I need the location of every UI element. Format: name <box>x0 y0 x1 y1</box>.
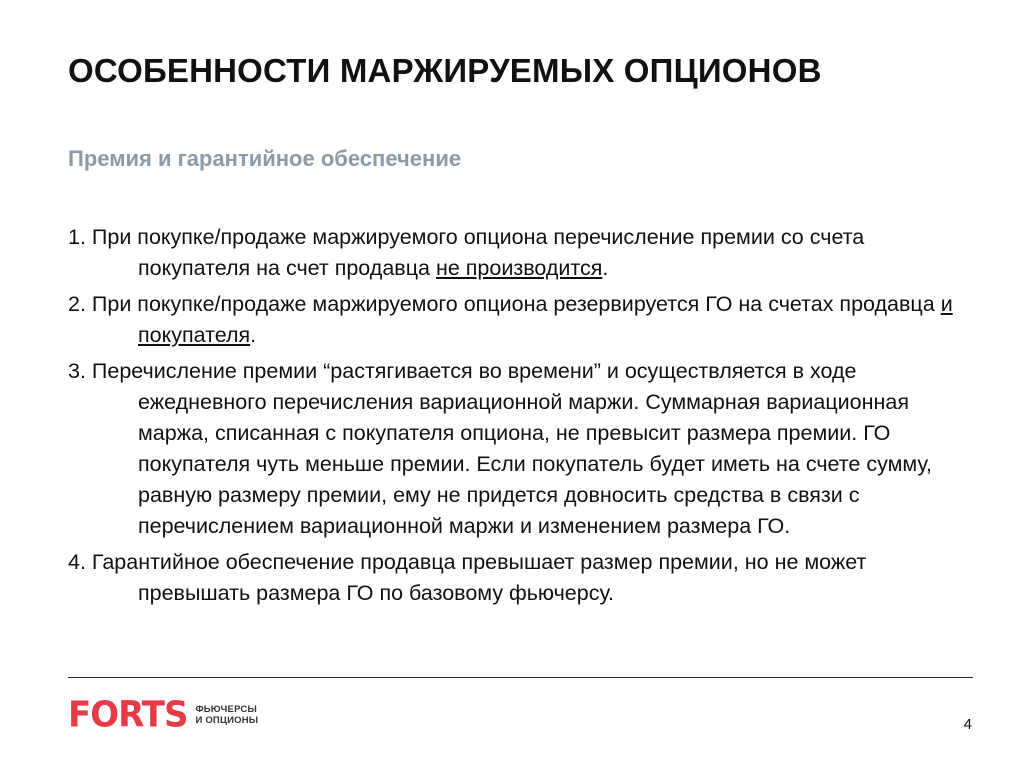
logo-caption-line1: ФЬЮЧЕРСЫ <box>195 704 257 715</box>
logo-caption-line2: И ОПЦИОНЫ <box>195 715 259 726</box>
list-item <box>68 356 973 542</box>
forts-logo <box>68 694 259 736</box>
logo-caption <box>195 704 258 726</box>
item-text: 1. При покупке/продаже маржируемого опциона перечисление премии со счета покупателя на счет продавца <box>68 225 865 280</box>
item-emphasis: и покупателя <box>138 292 953 347</box>
slide-subtitle: Премия и гарантийное обеспечение <box>68 146 462 171</box>
page-number: 4 <box>963 716 972 733</box>
item-emphasis: не производится <box>435 256 603 280</box>
points-list <box>68 222 973 614</box>
list-item <box>68 289 973 351</box>
list-item <box>68 222 973 284</box>
item-text: 2. При покупке/продаже маржируемого опциона резервируется ГО на счетах продавца <box>68 292 941 316</box>
logo-mark: FORTS <box>68 694 188 736</box>
list-item <box>68 547 973 609</box>
slide-title: ОСОБЕННОСТИ МАРЖИРУЕМЫХ ОПЦИОНОВ <box>68 52 822 89</box>
item-tail: . <box>602 256 609 280</box>
footer-divider <box>68 677 973 678</box>
item-tail: . <box>250 323 257 347</box>
item-text: 4. Гарантийное обеспечение продавца превышает размер премии, но не может превышать размера ГО по базовому фьючерсу. <box>68 550 867 605</box>
item-text: 3. Перечисление премии “растягивается во времени” и осуществляется в ходе ежедневного перечисления вариационной маржи. Суммарная вариационная маржа, списанная с покупателя опциона, не превысит размера премии. ГО покупателя чуть меньше премии. Если покупатель будет иметь на счете сумму, равную размеру премии, ему не придется довносить средства в связи с перечислением вариационной маржи и изменением размера ГО. <box>68 359 932 538</box>
